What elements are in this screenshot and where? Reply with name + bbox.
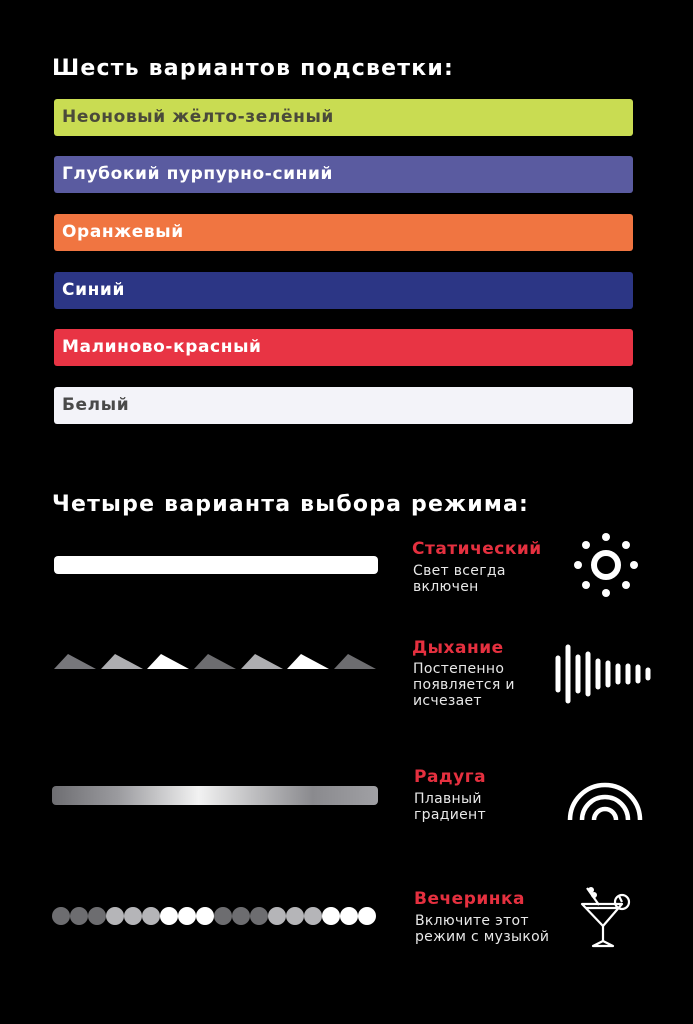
sun-icon — [572, 531, 640, 599]
cocktail-icon — [578, 882, 634, 950]
color-option-orange: Оранжевый — [54, 214, 633, 251]
mode-title: Дыхание — [412, 638, 504, 658]
static-bar-illustration — [54, 556, 378, 574]
color-option-neon-yellow-green: Неоновый жёлто-зелёный — [54, 99, 633, 136]
mode-title: Статический — [412, 539, 542, 559]
breathing-triangles-illustration — [54, 652, 380, 670]
mode-title: Радуга — [414, 767, 487, 787]
party-dots-illustration — [52, 906, 380, 926]
mode-description: Постепенно появляется и исчезает — [413, 661, 515, 709]
mode-description: Плавный градиент — [414, 791, 486, 823]
modes-heading: Четыре варианта выбора режима: — [52, 492, 530, 517]
rainbow-arcs-icon — [566, 780, 644, 822]
mode-title: Вечеринка — [414, 889, 526, 909]
color-option-crimson-red: Малиново-красный — [54, 329, 633, 366]
sound-wave-icon — [552, 644, 652, 704]
gradient-bar-illustration — [52, 786, 378, 805]
color-option-blue: Синий — [54, 272, 633, 309]
color-option-white: Белый — [54, 387, 633, 424]
colors-heading: Шесть вариантов подсветки: — [52, 56, 454, 81]
mode-description: Включите этот режим с музыкой — [415, 913, 550, 945]
color-option-deep-purple-blue: Глубокий пурпурно-синий — [54, 156, 633, 193]
mode-description: Свет всегда включен — [413, 563, 506, 595]
